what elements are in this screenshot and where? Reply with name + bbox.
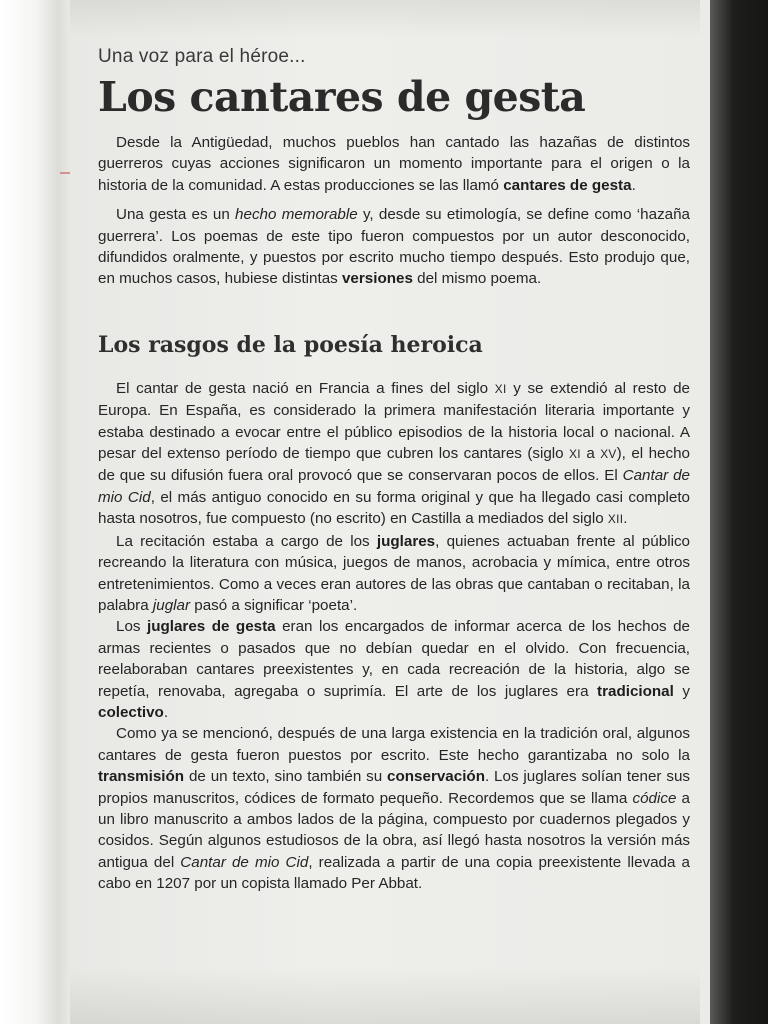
term-colectivo: colectivo [98, 703, 164, 721]
section-paragraph-1: El cantar de gesta nació en Francia a fines del siglo XI y se extendió al resto de Europa. En España, es considerado la primera manifestación literaria importante y estaba destinado a evocar entre el público episodios de la historia local o nacional. A pesar del extenso período de tiempo que cubren los cantares (siglo XI a XV), el hecho de que su difusión fuera oral provocó que se conservaran pocos de ellos. El Cantar de mio Cid, el más antiguo conocido en su forma original y que ha llegado casi completo hasta nosotros, fue compuesto (no escrito) en Castilla a mediados del siglo XII. [98, 379, 691, 528]
page-content [98, 44, 690, 895]
show-through-bottom [70, 968, 700, 1024]
intro-paragraph-1: Desde la Antigüedad, muchos pueblos han cantado las hazañas de distintos guerreros cuyas acciones significaron un momento importante para el origen o la historia de la comunidad. A estas producciones se las llamó cantares de gesta. [98, 134, 690, 194]
section-kicker: Una voz para el héroe... [98, 46, 306, 67]
page-title: Los cantares de gesta [98, 73, 586, 121]
section-paragraph-4: Como ya se mencionó, después de una larga existencia en la tradición oral, algunos cantares de gesta fueron puestos por escrito. Este hecho garantizaba no solo la transmisión de un texto, sino también su conservación. Los juglares solían tener sus propios manuscritos, códices de formato pequeño. Recordemos que se llama códice a un libro manuscrito a ambos lados de la página, compuesto por cuadernos plegados y cosidos. Según algunos estudiosos de la obra, así llegó hasta nosotros la versión más antigua del Cantar de mio Cid, realizada a partir de una copia preexistente llevada a cabo en 1207 por un copista llamado Per Abbat. [98, 725, 690, 893]
term-transmision: transmisión [98, 768, 185, 786]
term-versiones: versiones [341, 270, 413, 288]
section-paragraph-2: La recitación estaba a cargo de los juglares, quienes actuaban frente al público recreando la literatura con música, juegos de manos, acrobacia y mímica, entre otros entretenimientos. Como a veces eran autores de las obras que cantaban o recitaban, la palabra juglar pasó a significar ‘poeta’. [98, 532, 690, 614]
section-paragraph-3: Los juglares de gesta eran los encargados de informar acerca de los hechos de armas recientes o pasados que no debían quedar en el olvido. Con frecuencia, reelaboraban cantares preexistentes y, en cada recreación de la historia, algo se repetía, renovaba, agregaba o suprimía. El arte de los juglares era tradicional y colectivo. [98, 618, 690, 721]
intro-paragraph-2: Una gesta es un hecho memorable y, desde su etimología, se define como ‘hazaña guerrera’. Los poemas de este tipo fueron compuestos por un autor desconocido, difundidos oralmente, y puestos por escrito mucho tiempo después. Esto produjo que, en muchos casos, hubiese distintas versiones del mismo poema. [98, 206, 690, 288]
section-heading: Los rasgos de la poesía heroica [98, 331, 483, 358]
red-margin-mark [60, 172, 70, 174]
book-spine-shadow [710, 0, 768, 1024]
scan-left-margin [0, 0, 58, 1024]
term-juglares-de-gesta: juglares de gesta [146, 618, 276, 636]
term-tradicional: tradicional [597, 682, 674, 700]
show-through-top [70, 0, 700, 38]
term-conservacion: conservación [387, 768, 485, 786]
term-cantares-de-gesta: cantares de gesta [503, 176, 632, 194]
term-juglares: juglares [376, 532, 436, 550]
